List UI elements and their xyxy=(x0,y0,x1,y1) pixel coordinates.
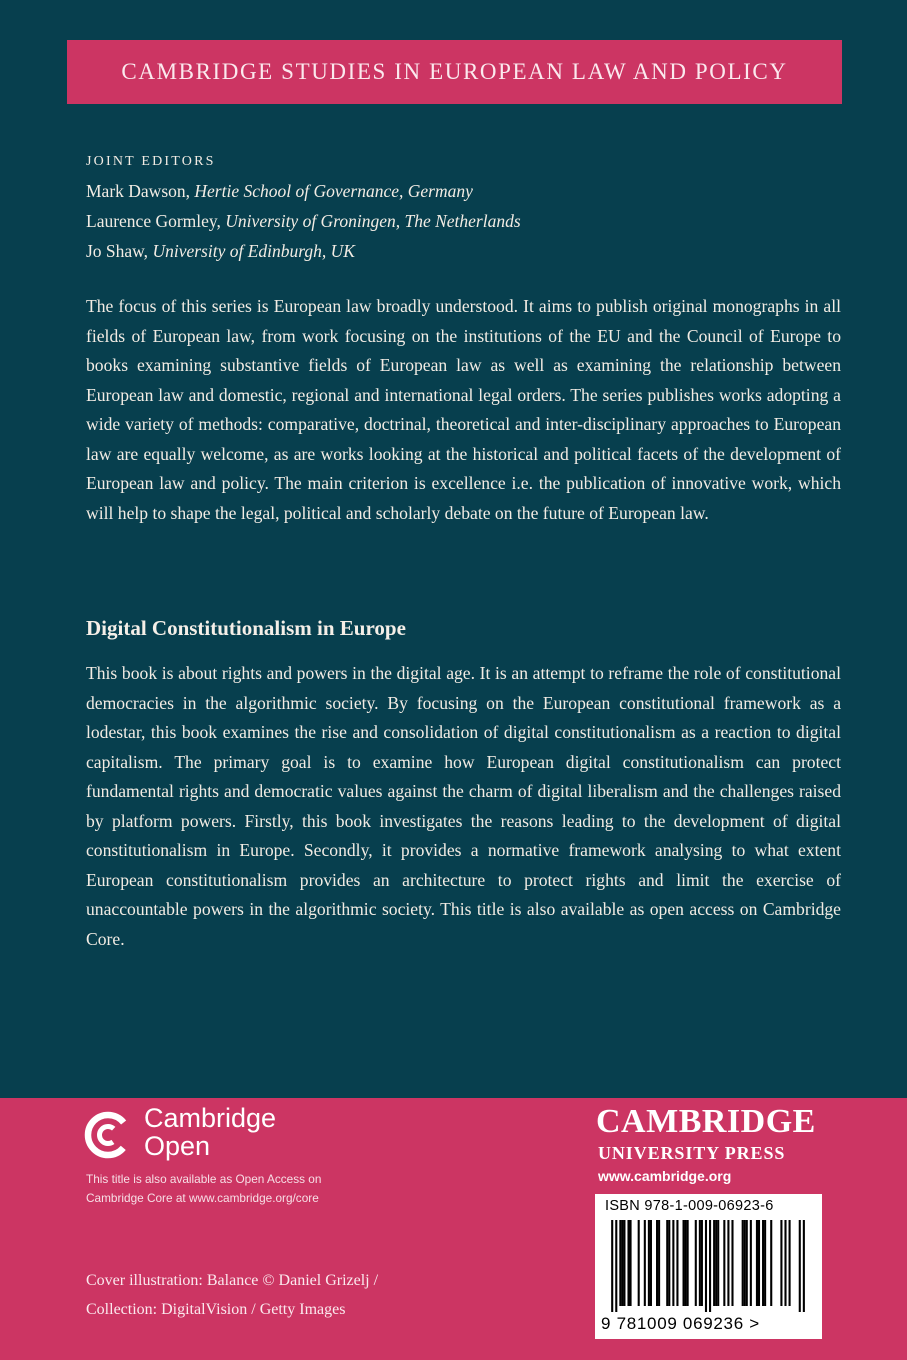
isbn-text: ISBN 978-1-009-06923-6 xyxy=(605,1198,774,1214)
barcode-bar xyxy=(701,1220,703,1306)
cover-credit xyxy=(86,1266,378,1324)
book-description: This book is about rights and powers in the digital age. It is an attempt to reframe the role of constitutional democracies in the algorithmic society. By focusing on the European constitutional framework as a lodestar, this book examines the rise and consolidation of digital constitutionalism as a reaction to digital capitalism. The primary goal is to examine how European digital constitutionalism can protect fundamental rights and democratic values against the charm of digital liberalism and the challenges raised by platform powers. Firstly, this book investigates the reasons leading to the development of digital constitutionalism in Europe. Secondly, it provides a normative framework analysing to what extent European constitutionalism provides an architecture to protect rights and limit the exercise of unaccountable powers in the algorithmic society. This title is also available as open access on Cambridge Core. xyxy=(86,663,841,949)
barcode-bar xyxy=(650,1220,652,1306)
joint-editors xyxy=(86,153,521,266)
barcode-bar xyxy=(723,1220,725,1306)
barcode-bar xyxy=(611,1220,613,1312)
editor-row xyxy=(86,236,521,266)
cambridge-open-logo-icon xyxy=(83,1110,133,1160)
barcode-bars xyxy=(603,1220,813,1312)
publisher-name: CAMBRIDGE xyxy=(596,1103,816,1140)
barcode-bar xyxy=(705,1220,707,1312)
barcode-bar xyxy=(623,1220,625,1306)
editor-name: Laurence Gormley, xyxy=(86,211,226,231)
cover-credit-line2: Collection: DigitalVision / Getty Images xyxy=(86,1301,346,1318)
barcode-bar xyxy=(803,1220,805,1312)
barcode-bar xyxy=(666,1220,668,1306)
isbn-barcode xyxy=(595,1194,822,1339)
open-access-note-line2: Cambridge Core at www.cambridge.org/core xyxy=(86,1191,319,1205)
series-description: The focus of this series is European law broadly understood. It aims to publish original monographs in all fields of European law, from work focusing on the institutions of the EU and the Council of Europe to books examining substantive fields of European law as well as examining the relationship between European law and domestic, regional and international legal orders. The series publishes works adopting a wide variety of methods: comparative, doctrinal, theoretical and inter-disciplinary approaches to European law are equally welcome, as are works looking at the historical and political facets of the development of European law and policy. The main criterion is excellence i.e. the publication of innovative work, which will help to shape the legal, political and scholarly debate on the future of European law. xyxy=(86,296,841,523)
open-access-note-line1: This title is also available as Open Access on xyxy=(86,1172,322,1186)
barcode-bar xyxy=(630,1220,632,1306)
editor-affiliation: University of Edinburgh, UK xyxy=(152,241,355,261)
publisher-press: UNIVERSITY PRESS xyxy=(598,1143,786,1163)
barcode-bar xyxy=(648,1220,650,1306)
barcode-bar xyxy=(715,1220,717,1306)
cambridge-open-line1: Cambridge xyxy=(144,1103,277,1133)
barcode-bar xyxy=(780,1220,782,1306)
barcode-bar xyxy=(756,1220,758,1306)
barcode-bar xyxy=(615,1220,617,1312)
barcode-bar xyxy=(683,1220,685,1306)
barcode-bar xyxy=(799,1220,801,1312)
barcode-bar xyxy=(699,1220,701,1306)
ean-text: 9 781009 069236 > xyxy=(601,1314,760,1333)
barcode-bar xyxy=(672,1220,674,1306)
editors-heading: JOINT EDITORS xyxy=(86,154,216,169)
cambridge-open-line2: Open xyxy=(144,1131,211,1161)
open-access-note xyxy=(86,1170,321,1208)
cover-credit-line1: Cover illustration: Balance © Daniel Grizelj / xyxy=(86,1272,379,1289)
cambridge-open-wordmark xyxy=(144,1104,276,1160)
barcode-bar xyxy=(717,1220,719,1306)
barcode-bar xyxy=(713,1220,715,1306)
series-banner xyxy=(67,40,842,104)
barcode-bar xyxy=(764,1220,766,1306)
editor-affiliation: Hertie School of Governance, Germany xyxy=(194,181,473,201)
barcode-bar xyxy=(676,1220,678,1306)
editor-row xyxy=(86,206,521,236)
barcode-bar xyxy=(750,1220,752,1306)
barcode-bar xyxy=(687,1220,689,1306)
series-title: CAMBRIDGE STUDIES IN EUROPEAN LAW AND POLICY xyxy=(121,59,788,84)
editor-affiliation: University of Groningen, The Netherlands xyxy=(225,211,521,231)
barcode-bar xyxy=(619,1220,621,1306)
barcode-bar xyxy=(744,1220,746,1306)
barcode-bar xyxy=(758,1220,760,1306)
editor-name: Mark Dawson, xyxy=(86,181,195,201)
barcode-bar xyxy=(784,1220,786,1306)
barcode-bar xyxy=(789,1220,791,1306)
barcode-bar xyxy=(709,1220,711,1312)
barcode-bar xyxy=(762,1220,764,1306)
barcode-bar xyxy=(621,1220,623,1306)
barcode-bar xyxy=(638,1220,640,1306)
barcode-bar xyxy=(685,1220,687,1306)
barcode-bar xyxy=(742,1220,744,1306)
book-title: Digital Constitutionalism in Europe xyxy=(86,616,406,640)
barcode-bar xyxy=(770,1220,772,1306)
back-cover-footer xyxy=(0,1098,907,1360)
barcode-bar xyxy=(658,1220,660,1306)
barcode-bar xyxy=(627,1220,629,1306)
editor-row xyxy=(86,176,521,206)
barcode-bar xyxy=(668,1220,670,1306)
barcode-bar xyxy=(695,1220,697,1306)
barcode-bar xyxy=(731,1220,733,1306)
editor-name: Jo Shaw, xyxy=(86,241,153,261)
publisher-website[interactable]: www.cambridge.org xyxy=(598,1168,732,1184)
barcode-bar xyxy=(727,1220,729,1306)
barcode-bar xyxy=(644,1220,646,1306)
barcode-bar xyxy=(746,1220,748,1306)
barcode-bar xyxy=(656,1220,658,1306)
